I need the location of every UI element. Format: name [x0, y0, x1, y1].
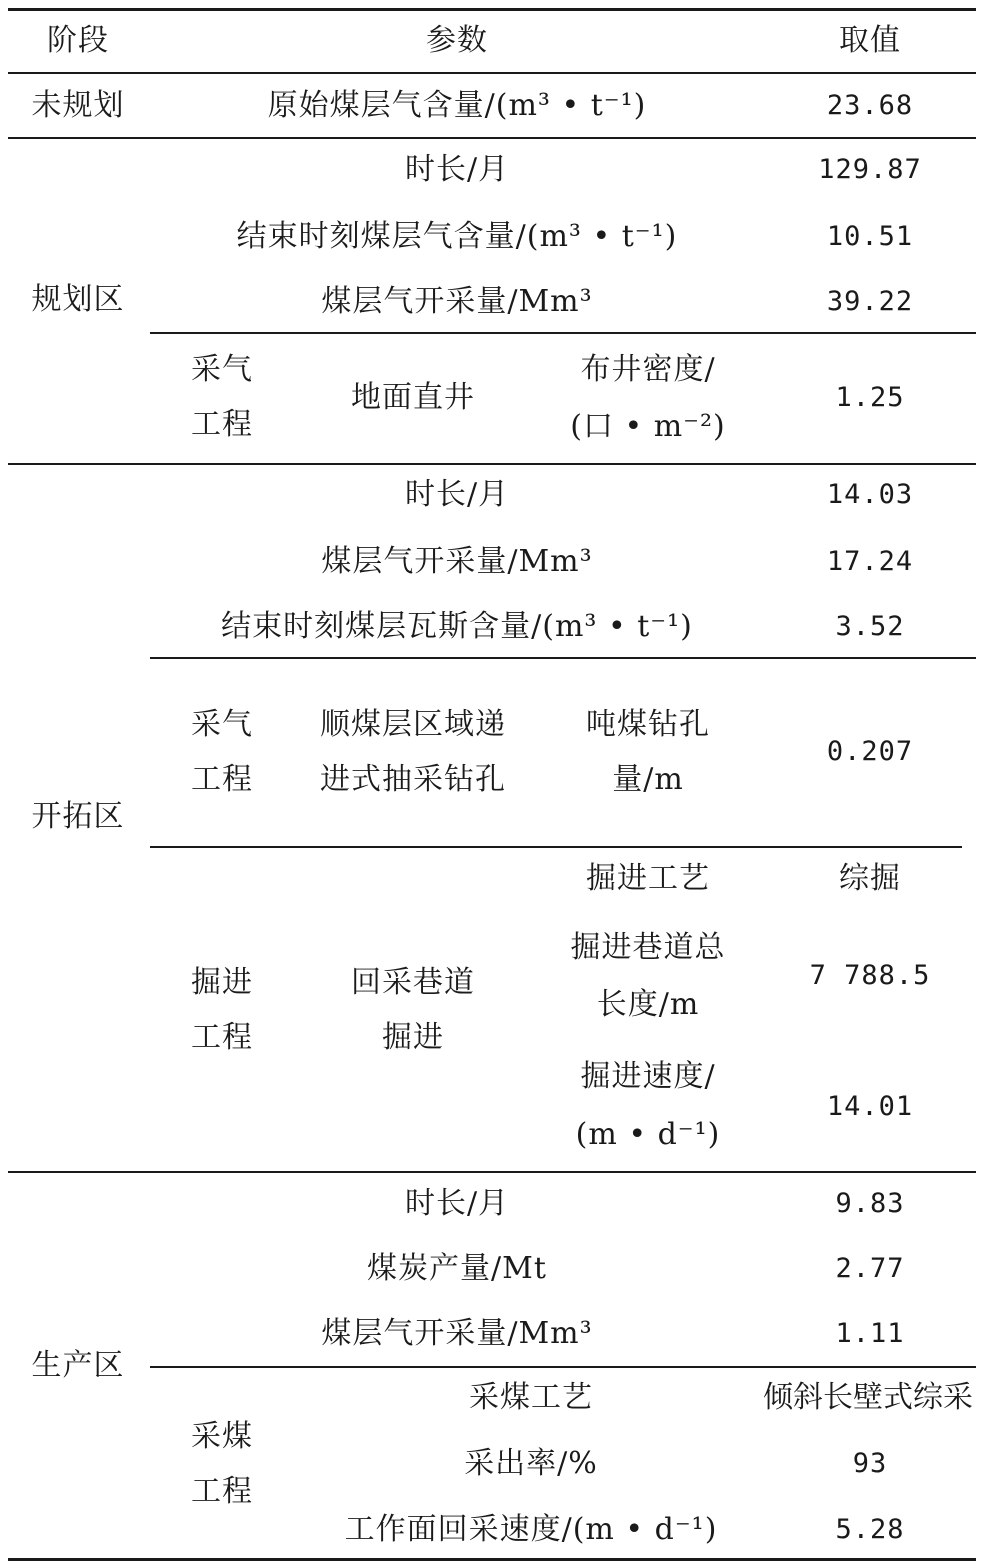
- value-cell: 14.01: [826, 1091, 914, 1122]
- param-label: 掘进工艺: [586, 861, 710, 896]
- param-label: 煤层气开采量/Mm³: [321, 284, 593, 319]
- category-label: 工程: [191, 1020, 253, 1055]
- section-rule: [8, 463, 976, 465]
- sub-rule: [150, 846, 962, 848]
- sub-rule: [150, 332, 976, 334]
- method-label: 回采巷道: [351, 965, 475, 1000]
- value-cell: 1.11: [835, 1318, 905, 1349]
- category-label: 采气: [191, 707, 253, 742]
- value-cell: 0.207: [826, 736, 914, 767]
- param-label: 采出率/%: [464, 1446, 598, 1481]
- param-label: (口 • m⁻²): [570, 409, 726, 444]
- method-label: 掘进: [382, 1020, 444, 1055]
- value-cell: 5.28: [835, 1514, 905, 1545]
- param-label: 长度/m: [596, 987, 700, 1022]
- param-label: (m • d⁻¹): [575, 1117, 721, 1152]
- sub-rule: [150, 1366, 976, 1368]
- value-cell: 23.68: [826, 90, 914, 121]
- param-label: 掘进速度/: [580, 1059, 716, 1094]
- top-rule: [8, 8, 976, 11]
- param-label: 时长/月: [404, 1186, 510, 1221]
- header-stage: 阶段: [47, 23, 109, 58]
- value-cell: 3.52: [835, 611, 905, 642]
- value-cell: 1.25: [835, 382, 905, 413]
- method-label: 地面直井: [351, 380, 475, 415]
- param-label: 原始煤层气含量/(m³ • t⁻¹): [267, 88, 647, 123]
- stage-label: 规划区: [31, 282, 125, 317]
- value-cell: 9.83: [835, 1188, 905, 1219]
- stage-label: 生产区: [31, 1348, 125, 1383]
- category-label: 工程: [191, 762, 253, 797]
- header-rule: [8, 72, 976, 74]
- stage-label: 开拓区: [31, 799, 125, 834]
- value-cell: 2.77: [835, 1253, 905, 1284]
- param-label: 时长/月: [404, 152, 510, 187]
- value-cell: 10.51: [826, 221, 914, 252]
- header-param: 参数: [426, 23, 488, 58]
- param-label: 煤层气开采量/Mm³: [321, 1316, 593, 1351]
- section-rule: [8, 137, 976, 139]
- value-cell: 倾斜长壁式综采: [763, 1380, 973, 1415]
- value-cell: 7 788.5: [809, 960, 931, 991]
- method-label: 进式抽采钻孔: [320, 762, 506, 797]
- value-cell: 14.03: [826, 479, 914, 510]
- sub-rule: [150, 657, 976, 659]
- section-rule: [8, 1171, 976, 1173]
- param-label: 结束时刻煤层气含量/(m³ • t⁻¹): [236, 219, 678, 254]
- category-label: 工程: [191, 407, 253, 442]
- param-label: 煤层气开采量/Mm³: [321, 544, 593, 579]
- value-cell: 17.24: [826, 546, 914, 577]
- param-label: 布井密度/: [580, 352, 716, 387]
- method-label: 顺煤层区域递: [320, 707, 506, 742]
- param-label: 掘进巷道总: [570, 930, 726, 965]
- category-label: 采煤: [191, 1419, 253, 1454]
- category-label: 掘进: [191, 965, 253, 1000]
- param-label: 工作面回采速度/(m • d⁻¹): [344, 1512, 718, 1547]
- stage-label: 未规划: [31, 88, 125, 123]
- param-label: 采煤工艺: [469, 1380, 593, 1415]
- header-value: 取值: [839, 23, 901, 58]
- value-cell: 综掘: [839, 861, 901, 896]
- param-label: 吨煤钻孔: [586, 707, 710, 742]
- param-label: 量/m: [612, 762, 684, 797]
- value-cell: 39.22: [826, 286, 914, 317]
- value-cell: 129.87: [818, 154, 922, 185]
- value-cell: 93: [852, 1448, 888, 1479]
- category-label: 工程: [191, 1474, 253, 1509]
- param-label: 结束时刻煤层瓦斯含量/(m³ • t⁻¹): [221, 609, 693, 644]
- bottom-rule: [8, 1558, 976, 1561]
- param-label: 煤炭产量/Mt: [367, 1251, 547, 1286]
- category-label: 采气: [191, 352, 253, 387]
- param-label: 时长/月: [404, 477, 510, 512]
